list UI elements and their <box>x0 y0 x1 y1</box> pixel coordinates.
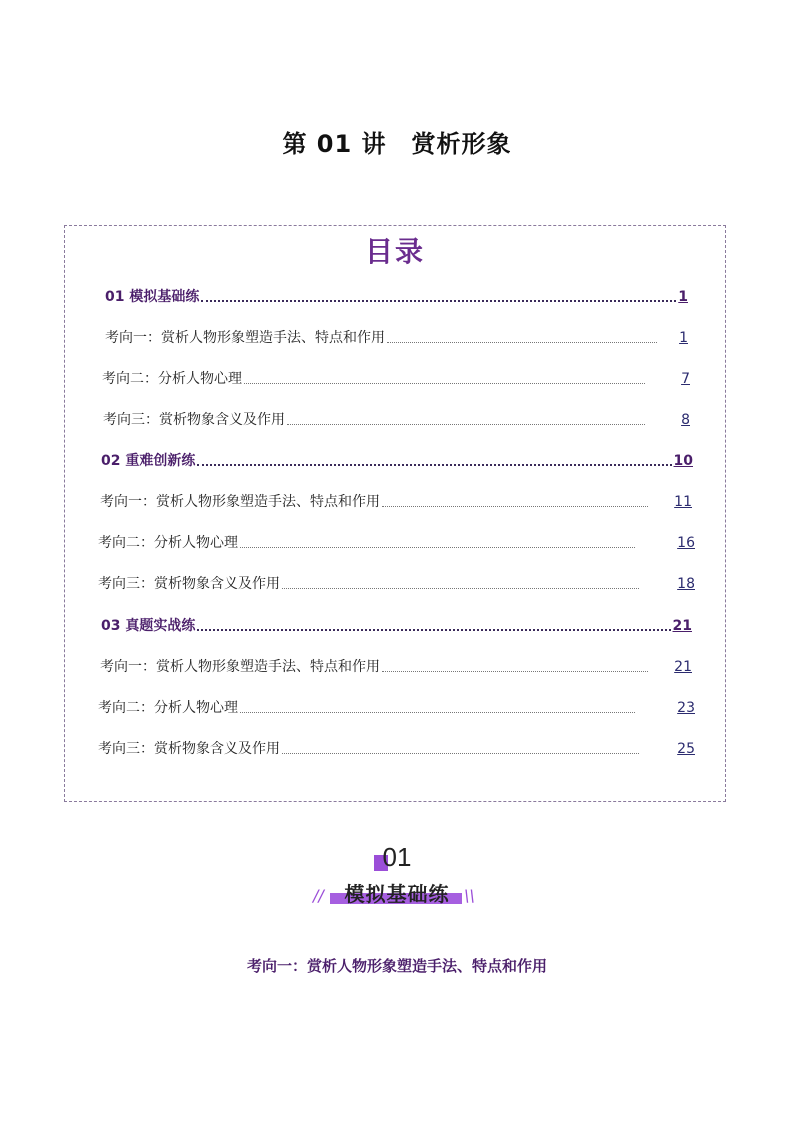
toc-label: 01 模拟基础练 <box>105 289 200 305</box>
page-title: 第 01 讲 赏析形象 <box>282 130 512 158</box>
toc-item[interactable] <box>100 493 692 511</box>
toc-page-link[interactable]: 8 <box>681 412 690 428</box>
toc-heading: 目录 <box>364 235 425 268</box>
toc-page-link[interactable]: 1 <box>678 289 688 305</box>
toc-section-01[interactable] <box>105 288 688 306</box>
toc-leader <box>240 712 635 713</box>
toc-item[interactable] <box>100 658 692 676</box>
toc-leader <box>287 424 645 425</box>
toc-label: 考向二：分析人物心理 <box>102 371 242 387</box>
toc-leader <box>244 383 645 384</box>
toc-label: 考向二：分析人物心理 <box>98 700 238 716</box>
toc-page-link[interactable]: 18 <box>677 576 695 592</box>
toc-label: 考向一：赏析人物形象塑造手法、特点和作用 <box>100 494 380 510</box>
slash-decoration-left: // <box>313 886 324 905</box>
toc-label: 考向一：赏析人物形象塑造手法、特点和作用 <box>105 330 385 346</box>
toc-section-02[interactable] <box>101 452 693 470</box>
toc-section-03[interactable] <box>101 617 692 635</box>
toc-leader <box>197 629 670 631</box>
toc-leader <box>282 753 639 754</box>
toc-item[interactable] <box>98 740 695 758</box>
toc-page-link[interactable]: 11 <box>674 494 692 510</box>
toc-item[interactable] <box>102 370 690 388</box>
toc-label: 考向三：赏析物象含义及作用 <box>103 412 285 428</box>
toc-leader <box>197 464 671 466</box>
toc-label: 02 重难创新练 <box>101 453 196 469</box>
toc-page-link[interactable]: 1 <box>679 330 688 346</box>
toc-item[interactable] <box>98 699 695 717</box>
toc-page-link[interactable]: 16 <box>677 535 695 551</box>
toc-leader <box>387 342 657 343</box>
toc-page-link[interactable]: 10 <box>673 453 693 469</box>
toc-label: 考向三：赏析物象含义及作用 <box>98 576 280 592</box>
toc-leader <box>282 588 639 589</box>
toc-label: 考向二：分析人物心理 <box>98 535 238 551</box>
slash-decoration-right: \\ <box>464 886 475 905</box>
toc-page-link[interactable]: 25 <box>677 741 695 757</box>
toc-item[interactable] <box>98 534 695 552</box>
toc-leader <box>382 671 648 672</box>
toc-page-link[interactable]: 7 <box>681 371 690 387</box>
toc-page-link[interactable]: 23 <box>677 700 695 716</box>
toc-item[interactable] <box>103 411 690 429</box>
toc-page-link[interactable]: 21 <box>672 618 692 634</box>
sub-heading: 考向一：赏析人物形象塑造手法、特点和作用 <box>246 957 547 975</box>
section-number: 01 <box>382 842 412 872</box>
toc-leader <box>382 506 648 507</box>
toc-leader <box>201 300 676 302</box>
toc-leader <box>240 547 635 548</box>
toc-label: 考向一：赏析人物形象塑造手法、特点和作用 <box>100 659 380 675</box>
toc-label: 03 真题实战练 <box>101 618 196 634</box>
toc-label: 考向三：赏析物象含义及作用 <box>98 741 280 757</box>
toc-page-link[interactable]: 21 <box>674 659 692 675</box>
toc-item[interactable] <box>98 575 695 593</box>
section-title: 模拟基础练 <box>344 882 450 906</box>
toc-item[interactable] <box>105 329 688 347</box>
